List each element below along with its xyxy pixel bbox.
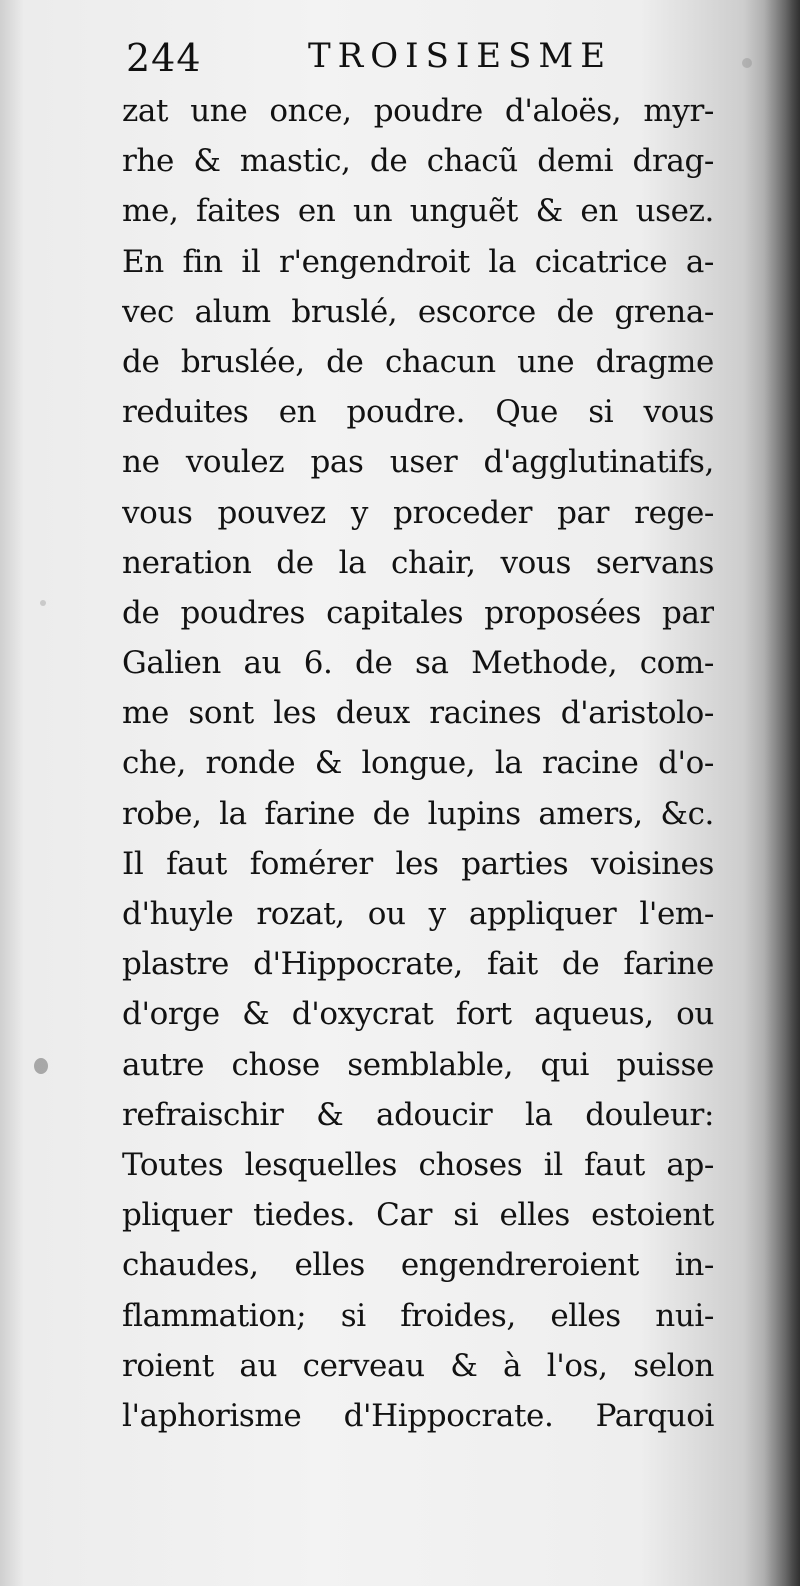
running-title: TROISIESME bbox=[308, 36, 613, 76]
paper-speck bbox=[742, 58, 752, 68]
text-line: roient au cerveau & à l'os, selon bbox=[122, 1347, 714, 1384]
text-line: d'orge & d'oxycrat fort aqueus, ou bbox=[122, 996, 714, 1033]
text-line: me, faites en un unguẽt & en usez. bbox=[122, 193, 714, 230]
text-line: chaudes, elles engendreroient in- bbox=[122, 1247, 714, 1284]
paper-speck bbox=[34, 1058, 48, 1074]
text-line: reduites en poudre. Que si vous bbox=[122, 394, 714, 431]
text-line: autre chose semblable, qui puisse bbox=[122, 1046, 714, 1083]
text-line: che, ronde & longue, la racine d'o- bbox=[122, 745, 714, 782]
text-line: neration de la chair, vous servans bbox=[122, 544, 714, 581]
binding-shadow bbox=[764, 0, 800, 1586]
text-line: Il faut fomérer les parties voisines bbox=[122, 845, 714, 882]
text-line: ne voulez pas user d'agglutinatifs, bbox=[122, 444, 714, 481]
text-line: En fin il r'engendroit la cicatrice a- bbox=[122, 243, 714, 280]
text-line: de bruslée, de chacun une dragme bbox=[122, 343, 714, 380]
text-line: zat une once, poudre d'aloës, myr- bbox=[122, 93, 714, 129]
text-line: vous pouvez y proceder par rege- bbox=[122, 494, 714, 531]
page-header bbox=[126, 28, 726, 86]
text-line: Toutes lesquelles choses il faut ap- bbox=[122, 1146, 714, 1183]
text-line: me sont les deux racines d'aristolo- bbox=[122, 695, 714, 732]
text-line: plastre d'Hippocrate, fait de farine bbox=[122, 946, 714, 983]
text-line: d'huyle rozat, ou y appliquer l'em- bbox=[122, 896, 714, 932]
body-text bbox=[122, 86, 714, 1441]
text-line: rhe & mastic, de chacũ demi drag- bbox=[122, 143, 714, 180]
page-number: 244 bbox=[126, 36, 202, 80]
text-line: robe, la farine de lupins amers, &c. bbox=[122, 795, 714, 832]
text-line: l'aphorisme d'Hippocrate. Parquoi bbox=[122, 1397, 714, 1434]
text-line: pliquer tiedes. Car si elles estoient bbox=[122, 1197, 714, 1234]
text-line: refraischir & adoucir la douleur: bbox=[122, 1096, 714, 1133]
text-line: de poudres capitales proposées par bbox=[122, 594, 714, 631]
text-line: Galien au 6. de sa Methode, com- bbox=[122, 645, 714, 682]
text-line: vec alum bruslé, escorce de grena- bbox=[122, 293, 714, 330]
paper-speck bbox=[40, 600, 46, 606]
text-line: flammation; si froides, elles nui- bbox=[122, 1297, 714, 1334]
